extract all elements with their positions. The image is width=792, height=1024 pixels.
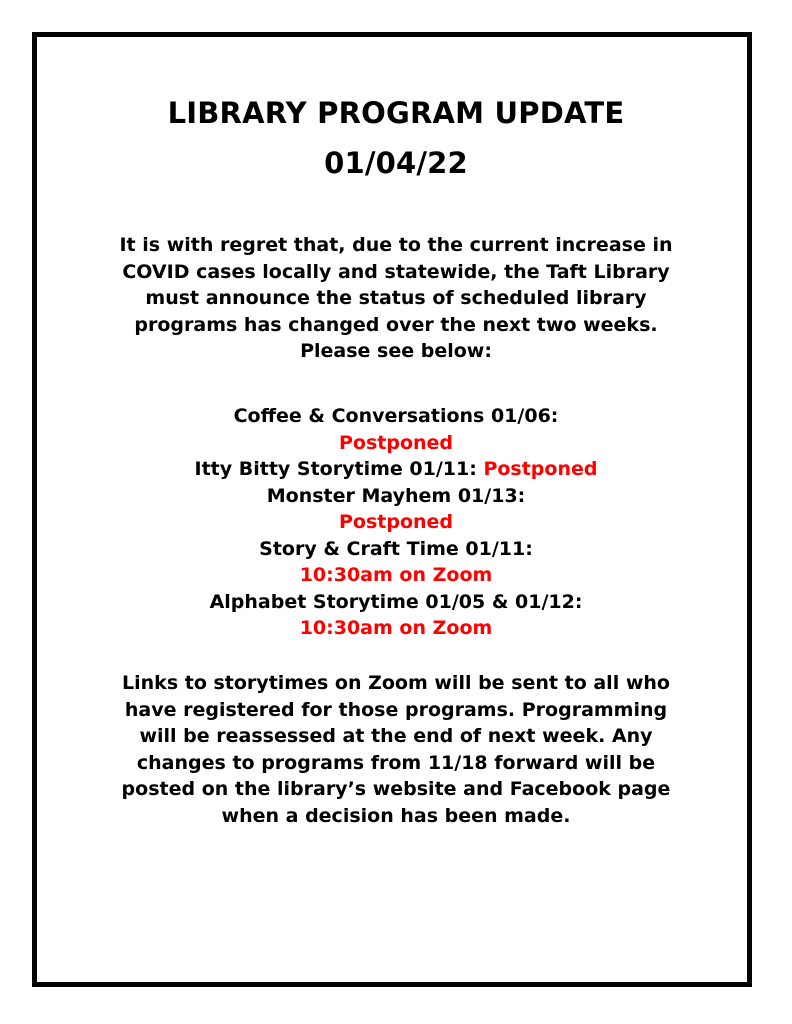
program-name: Monster Mayhem 01/13: [266, 484, 526, 507]
closing-paragraph [96, 670, 696, 829]
intro-line: Please see below: [300, 340, 492, 362]
program-name: Coffee & Conversations 01/06: [233, 405, 559, 427]
program-item [96, 456, 696, 483]
closing-line: posted on the library’s website and Facebook page [121, 778, 671, 800]
intro-line: programs has changed over the next two weeks. [134, 313, 658, 336]
intro-line: must announce the status of scheduled library [145, 287, 647, 309]
closing-line: will be reassessed at the end of next week. Any [139, 725, 653, 747]
intro-line: COVID cases locally and statewide, the Taft Library [122, 260, 670, 283]
closing-line: have registered for those programs. Programming [124, 698, 668, 721]
closing-line: changes to programs from 11/18 forward will be [136, 751, 656, 774]
program-status: Postponed [338, 511, 454, 533]
update-date: 01/04/22 [324, 146, 468, 180]
closing-line: Links to storytimes on Zoom will be sent to all who [122, 672, 670, 694]
page-title: LIBRARY PROGRAM UPDATE [167, 96, 625, 130]
program-name: Alphabet Storytime 01/05 & 01/12: [209, 590, 583, 613]
program-status: 10:30am on Zoom [299, 617, 493, 639]
program-list [96, 403, 696, 642]
program-name: Story & Craft Time 01/11: [259, 537, 533, 560]
intro-paragraph [96, 232, 696, 365]
program-status: Postponed [483, 458, 598, 480]
program-status: 10:30am on Zoom [299, 564, 493, 586]
program-name: Itty Bitty Storytime 01/11: [194, 458, 477, 480]
intro-line: It is with regret that, due to the current increase in [119, 234, 673, 256]
closing-line: when a decision has been made. [221, 804, 571, 827]
program-status: Postponed [338, 431, 454, 454]
